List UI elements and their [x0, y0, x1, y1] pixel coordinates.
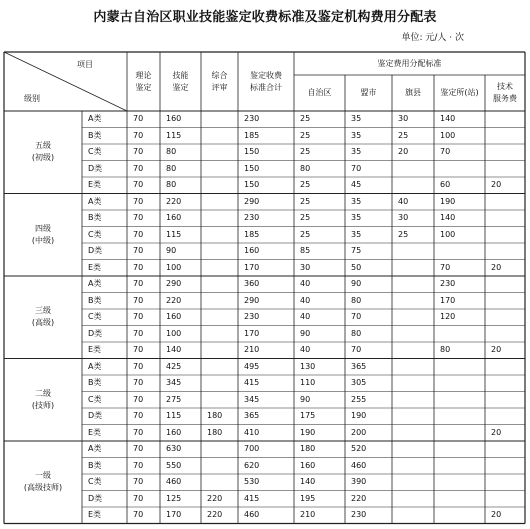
cell-league: 70 — [351, 345, 362, 355]
header-item-label: 项目 — [77, 60, 93, 69]
cell-total: 700 — [244, 444, 260, 454]
cell-theory: 70 — [133, 180, 144, 190]
cell-total: 230 — [244, 312, 260, 322]
cell-total: 290 — [244, 196, 260, 206]
cell-theory: 70 — [133, 196, 144, 206]
header-skill-line2: 鉴定 — [172, 82, 189, 92]
class-label: D类 — [88, 411, 103, 421]
cell-region: 40 — [300, 312, 311, 322]
cell-skill: 125 — [166, 493, 182, 503]
cell-region: 90 — [300, 328, 311, 338]
unit-label: 单位: 元/人 · 次 — [401, 33, 464, 43]
cell-theory: 70 — [133, 130, 144, 140]
cell-league: 305 — [351, 378, 367, 388]
cell-total: 345 — [244, 394, 260, 404]
group-label-2-line1: 三级 — [35, 306, 51, 316]
header-league: 盟市 — [360, 88, 377, 97]
cell-theory: 70 — [133, 328, 144, 338]
cell-theory: 70 — [133, 345, 144, 355]
cell-region: 25 — [300, 229, 311, 239]
header-region: 自治区 — [307, 88, 332, 97]
cell-total: 230 — [244, 213, 260, 223]
cell-total: 415 — [244, 378, 260, 388]
cell-league: 220 — [351, 493, 367, 503]
cell-league: 80 — [351, 328, 362, 338]
cell-region: 160 — [300, 460, 316, 470]
group-label-2-line2: (高级) — [31, 318, 55, 328]
header-theory-line1: 理论 — [135, 70, 152, 80]
class-label: A类 — [88, 279, 102, 289]
class-label: E类 — [88, 510, 102, 520]
cell-region: 195 — [300, 493, 316, 503]
cell-total: 460 — [244, 510, 260, 520]
group-label-1-line1: 四级 — [35, 223, 51, 233]
class-label: B类 — [88, 213, 102, 223]
cell-banner: 25 — [398, 229, 409, 239]
cell-total: 210 — [244, 345, 260, 355]
cell-skill: 100 — [166, 328, 182, 338]
cell-banner: 30 — [398, 213, 409, 223]
cell-region: 130 — [300, 361, 316, 371]
cell-total: 495 — [244, 361, 260, 371]
cell-skill: 80 — [166, 163, 177, 173]
cell-theory: 70 — [133, 213, 144, 223]
cell-theory: 70 — [133, 460, 144, 470]
cell-review: 220 — [207, 493, 223, 503]
cell-league: 70 — [351, 312, 362, 322]
group-label-4-line1: 一级 — [35, 471, 51, 481]
class-label: B类 — [88, 460, 102, 470]
cell-theory: 70 — [133, 262, 144, 272]
group-label-0-line2: (初级) — [31, 153, 55, 163]
cell-total: 360 — [244, 279, 260, 289]
cell-total: 365 — [244, 411, 260, 421]
class-label: E类 — [88, 345, 102, 355]
cell-total: 290 — [244, 295, 260, 305]
cell-theory: 70 — [133, 163, 144, 173]
class-label: A类 — [88, 361, 102, 371]
cell-banner: 30 — [398, 114, 409, 124]
cell-region: 210 — [300, 510, 316, 520]
cell-total: 150 — [244, 163, 260, 173]
cell-total: 170 — [244, 328, 260, 338]
header-total-line1: 鉴定收费 — [250, 70, 282, 80]
header-total-line2: 标准合计 — [250, 82, 282, 92]
cell-skill: 160 — [166, 312, 182, 322]
cell-skill: 345 — [166, 378, 182, 388]
cell-station: 120 — [440, 312, 456, 322]
group-label-4-line2: (高级技师) — [23, 483, 63, 493]
cell-theory: 70 — [133, 147, 144, 157]
cell-theory: 70 — [133, 411, 144, 421]
cell-league: 365 — [351, 361, 367, 371]
header-skill-line1: 技能 — [172, 70, 189, 80]
cell-region: 40 — [300, 345, 311, 355]
cell-region: 190 — [300, 427, 316, 437]
cell-banner: 25 — [398, 130, 409, 140]
cell-station: 140 — [440, 213, 456, 223]
cell-station: 230 — [440, 279, 456, 289]
class-label: A类 — [88, 196, 102, 206]
cell-league: 35 — [351, 196, 362, 206]
class-label: C类 — [88, 312, 102, 322]
cell-league: 390 — [351, 477, 367, 487]
cell-skill: 90 — [166, 246, 177, 256]
cell-skill: 115 — [166, 411, 182, 421]
cell-total: 230 — [244, 114, 260, 124]
cell-theory: 70 — [133, 394, 144, 404]
cell-review: 180 — [207, 411, 223, 421]
cell-total: 415 — [244, 493, 260, 503]
header-level-label: 级别 — [24, 94, 40, 103]
cell-league: 255 — [351, 394, 367, 404]
cell-station: 100 — [440, 130, 456, 140]
header-tech-line1: 技术 — [497, 82, 513, 91]
cell-region: 110 — [300, 378, 316, 388]
cell-region: 25 — [300, 213, 311, 223]
cell-region: 30 — [300, 262, 311, 272]
header-tech-line2: 服务费 — [493, 94, 517, 103]
cell-total: 150 — [244, 180, 260, 190]
cell-skill: 290 — [166, 279, 182, 289]
cell-skill: 115 — [166, 130, 182, 140]
class-label: D类 — [88, 246, 103, 256]
cell-region: 40 — [300, 279, 311, 289]
cell-theory: 70 — [133, 279, 144, 289]
cell-tech: 20 — [491, 427, 502, 437]
cell-station: 80 — [440, 345, 451, 355]
cell-region: 25 — [300, 114, 311, 124]
class-label: A类 — [88, 114, 102, 124]
class-label: C类 — [88, 229, 102, 239]
cell-station: 60 — [440, 180, 451, 190]
cell-total: 620 — [244, 460, 260, 470]
cell-skill: 425 — [166, 361, 182, 371]
cell-banner: 20 — [398, 147, 409, 157]
cell-league: 45 — [351, 180, 362, 190]
cell-skill: 170 — [166, 510, 182, 520]
cell-region: 25 — [300, 196, 311, 206]
class-label: B类 — [88, 295, 102, 305]
cell-league: 460 — [351, 460, 367, 470]
cell-theory: 70 — [133, 510, 144, 520]
cell-station: 70 — [440, 262, 451, 272]
cell-league: 200 — [351, 427, 367, 437]
cell-region: 180 — [300, 444, 316, 454]
cell-tech: 20 — [491, 262, 502, 272]
cell-league: 90 — [351, 279, 362, 289]
cell-total: 150 — [244, 147, 260, 157]
cell-region: 140 — [300, 477, 316, 487]
cell-tech: 20 — [491, 510, 502, 520]
cell-theory: 70 — [133, 114, 144, 124]
cell-skill: 80 — [166, 180, 177, 190]
cell-theory: 70 — [133, 229, 144, 239]
header-banner: 旗县 — [405, 88, 421, 97]
cell-total: 410 — [244, 427, 260, 437]
class-label: C类 — [88, 147, 102, 157]
class-label: B类 — [88, 130, 102, 140]
cell-skill: 115 — [166, 229, 182, 239]
cell-station: 70 — [440, 147, 451, 157]
header-station: 鉴定所(站) — [440, 88, 479, 97]
cell-tech: 20 — [491, 345, 502, 355]
cell-skill: 80 — [166, 147, 177, 157]
cell-theory: 70 — [133, 378, 144, 388]
cell-theory: 70 — [133, 295, 144, 305]
class-label: B类 — [88, 378, 102, 388]
class-label: D类 — [88, 493, 103, 503]
cell-skill: 140 — [166, 345, 182, 355]
cell-station: 100 — [440, 229, 456, 239]
cell-skill: 160 — [166, 427, 182, 437]
cell-tech: 20 — [491, 180, 502, 190]
cell-theory: 70 — [133, 246, 144, 256]
cell-theory: 70 — [133, 444, 144, 454]
header-review-line1: 综合 — [211, 70, 228, 80]
class-label: D类 — [88, 328, 103, 338]
cell-theory: 70 — [133, 361, 144, 371]
header-theory-line2: 鉴定 — [135, 82, 152, 92]
cell-station: 140 — [440, 114, 456, 124]
group-label-3-line2: (技师) — [31, 400, 55, 410]
group-label-3-line1: 二级 — [35, 388, 51, 398]
cell-total: 185 — [244, 130, 260, 140]
class-label: D类 — [88, 163, 103, 173]
group-label-1-line2: (中级) — [31, 235, 55, 245]
header-review-line2: 评审 — [211, 82, 228, 92]
cell-region: 90 — [300, 394, 311, 404]
header-allocation: 鉴定费用分配标准 — [377, 58, 442, 68]
cell-league: 80 — [351, 295, 362, 305]
cell-region: 80 — [300, 163, 311, 173]
cell-skill: 275 — [166, 394, 182, 404]
cell-league: 50 — [351, 262, 362, 272]
cell-station: 170 — [440, 295, 456, 305]
cell-league: 35 — [351, 213, 362, 223]
cell-league: 520 — [351, 444, 367, 454]
cell-total: 530 — [244, 477, 260, 487]
cell-league: 35 — [351, 229, 362, 239]
class-label: A类 — [88, 444, 102, 454]
cell-league: 35 — [351, 130, 362, 140]
cell-skill: 160 — [166, 213, 182, 223]
cell-theory: 70 — [133, 427, 144, 437]
cell-league: 35 — [351, 147, 362, 157]
cell-review: 220 — [207, 510, 223, 520]
cell-banner: 40 — [398, 196, 409, 206]
cell-skill: 160 — [166, 114, 182, 124]
cell-skill: 220 — [166, 196, 182, 206]
cell-skill: 100 — [166, 262, 182, 272]
class-label: E类 — [88, 180, 102, 190]
cell-league: 75 — [351, 246, 362, 256]
class-label: C类 — [88, 477, 102, 487]
cell-league: 230 — [351, 510, 367, 520]
cell-region: 85 — [300, 246, 311, 256]
table-title: 内蒙古自治区职业技能鉴定收费标准及鉴定机构费用分配表 — [93, 10, 437, 25]
class-label: E类 — [88, 427, 102, 437]
cell-region: 25 — [300, 130, 311, 140]
cell-skill: 220 — [166, 295, 182, 305]
cell-total: 170 — [244, 262, 260, 272]
cell-station: 190 — [440, 196, 456, 206]
group-label-0-line1: 五级 — [35, 141, 51, 151]
cell-skill: 550 — [166, 460, 182, 470]
cell-theory: 70 — [133, 493, 144, 503]
cell-league: 190 — [351, 411, 367, 421]
cell-skill: 630 — [166, 444, 182, 454]
cell-league: 70 — [351, 163, 362, 173]
cell-region: 25 — [300, 147, 311, 157]
class-label: E类 — [88, 262, 102, 272]
cell-theory: 70 — [133, 312, 144, 322]
cell-region: 25 — [300, 180, 311, 190]
cell-theory: 70 — [133, 477, 144, 487]
class-label: C类 — [88, 394, 102, 404]
cell-total: 185 — [244, 229, 260, 239]
cell-region: 175 — [300, 411, 316, 421]
cell-review: 180 — [207, 427, 223, 437]
cell-league: 35 — [351, 114, 362, 124]
cell-skill: 460 — [166, 477, 182, 487]
cell-total: 160 — [244, 246, 260, 256]
cell-region: 40 — [300, 295, 311, 305]
